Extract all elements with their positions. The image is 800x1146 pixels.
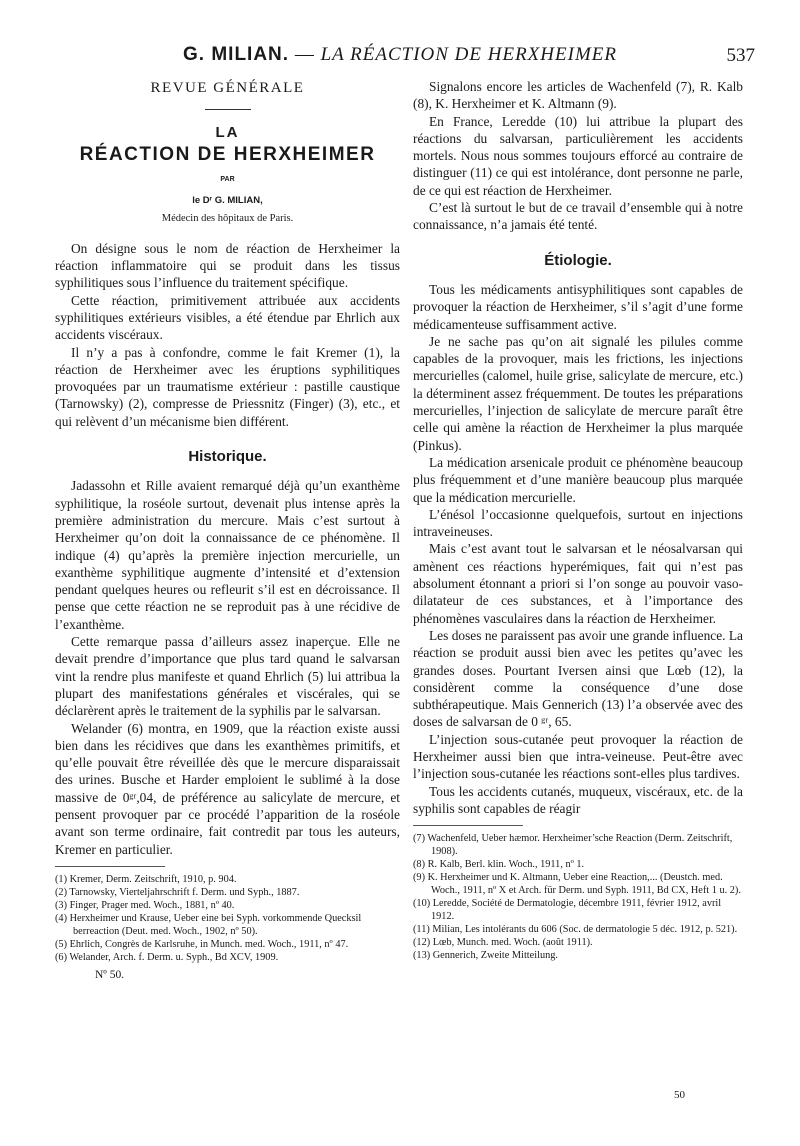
paragraph: La médication arsenicale produit ce phénomène beaucoup plus fréquemment et d’une manière beaucoup plus marquée que la médication mercurielle.: [413, 454, 743, 505]
footnote: (1) Kremer, Derm. Zeitschrift, 1910, p. 904.: [55, 873, 237, 885]
running-head: [150, 44, 650, 66]
paragraph: Cette réaction, primitivement attribuée aux accidents syphilitiques extérieurs visibles, a été étendue par Ehrlich aux accidents viscéraux.: [55, 292, 400, 343]
footnote-rule: [413, 825, 523, 826]
footnote: (2) Tarnowsky, Vierteljahrschrift f. Derm. und Syph., 1887.: [55, 886, 300, 898]
paragraph: Welander (6) montra, en 1909, que la réaction existe aussi bien dans les récidives que dans les exanthèmes primitifs, et qu’elle pouvait être réveillée dès que le mercure disparaissait des urines. Busche et Harder emploient le sublimé à la dose massive de 0ᵍʳ,04, de préférence au salicylate de mercure, et pensent provoquer par ce procédé l’apparition de la roséole avant son terme ordinaire, fait contredit par tous les auteurs, Kremer en particulier.: [55, 720, 400, 857]
byline-par: PAR: [220, 175, 235, 183]
left-column: [55, 78, 400, 984]
title-rule: [205, 109, 251, 110]
footnote: (5) Ehrlich, Congrès de Karlsruhe, in Munch. med. Woch., 1911, nº 47.: [55, 938, 349, 950]
footnote: (4) Herxheimer und Krause, Ueber eine bei Syph. vorkommende Quecksil berreaction (Deut. med. Woch., 1902, nº 50).: [55, 912, 362, 937]
paragraph: Mais c’est avant tout le salvarsan et le néosalvarsan qui amènent ces réactions hyperémiques, fait qui n’est pas absolument étonnant a priori si l’on songe au pouvoir vaso-dilatateur de ces substances, et à l’importance des phénomènes vasculaires dans la réaction de Herxheimer.: [413, 541, 743, 626]
issue-number: Nº 50.: [95, 968, 125, 981]
footnote: (13) Gennerich, Zweite Mitteilung.: [413, 950, 558, 962]
paragraph: Les doses ne paraissent pas avoir une grande influence. La réaction se produit aussi bien avec les petites qu’avec les grandes doses. Pourtant Iversen ainsi que Lœb (12), la considèrent comme la conséquence d’une dose subthérapeutique. Mais Gennerich (13) l’a observée avec des doses de salvarsan de 0 ᵍʳ, 65.: [413, 627, 743, 730]
running-head-author: G. MILIAN.: [183, 44, 290, 65]
signature-mark: 50: [674, 1089, 685, 1101]
footnote: (9) K. Herxheimer und K. Altmann, Ueber eine Reaction,... (Deustch. med. Woch., 1911, nº X et Arch. für Derm. und Syph. 1911, Bd CX, Heft 1 u. 2).: [413, 872, 741, 897]
footnote: (8) R. Kalb, Berl. klin. Woch., 1911, nº 1.: [413, 859, 585, 871]
footnote-rule: [55, 866, 165, 867]
running-head-title: LA RÉACTION DE HERXHEIMER: [320, 44, 617, 65]
paragraph: Tous les médicaments antisyphilitiques sont capables de provoquer la réaction de Herxheimer, s’il s’agit d’une forme médicamenteuse suffisamment active.: [413, 281, 743, 332]
right-column: [413, 78, 743, 962]
author-affiliation: Médecin des hôpitaux de Paris.: [161, 213, 294, 225]
footnote: (12) Lœb, Munch. med. Woch. (août 1911).: [413, 937, 593, 949]
paragraph: C’est là surtout le but de ce travail d’ensemble qui à notre connaissance, n’a jamais été tenté.: [413, 200, 743, 233]
paragraph: Signalons encore les articles de Wachenfeld (7), R. Kalb (8), K. Herxheimer et K. Altmann (9).: [413, 79, 743, 112]
section-heading-etiologie: Étiologie.: [544, 251, 612, 269]
paragraph: Cette remarque passa d’ailleurs assez inaperçue. Elle ne devait prendre d’importance que plus tard quand le salvarsan vint la rendre plus manifeste et quand Ehrlich (5) lui attribua la plupart des manifestations générales et viscérales, qui se déclarèrent après le traitement de la syphilis par le salvarsan.: [55, 634, 400, 719]
paragraph: Il n’y a pas à confondre, comme le fait Kremer (1), la réaction de Herxheimer avec les éruptions syphilitiques provoquées par un traumatisme extérieur : pastille caustique (Tarnowsky) (2), compresse de Priessnitz (Finger) (3), etc., et qui relèvent d’un mécanisme bien différent.: [55, 344, 400, 429]
paragraph: Jadassohn et Rille avaient remarqué déjà qu’un exanthème syphilitique, la roséole surtout, devenait plus intense après la première administration du mercure. Mais c’est surtout à Herxheimer qu’on doit la connaissance de ce phénomène. Il indique (4) qu’après la première injection mercurielle, un exanthème syphilitique augmente d’intensité et d’extension pendant quelques heures ou refleurit s’il est en décroissance. Il pense que cette réaction ne se reproduit pas à une récidive de l’exanthème.: [55, 478, 400, 632]
paragraph: L’énésol l’occasionne quelquefois, surtout en injections intraveineuses.: [413, 506, 743, 540]
article-author: le Dʳ G. MILIAN,: [192, 195, 263, 207]
article-title-line1: LA: [215, 124, 240, 142]
footnote: (11) Milian, Les intolérants du 606 (Soc. de dermatologie 5 déc. 1912, p. 521).: [413, 924, 738, 936]
running-head-separator: —: [294, 44, 315, 65]
section-heading-historique: Historique.: [188, 448, 267, 466]
section-label: REVUE GÉNÉRALE: [150, 80, 305, 96]
footnote: (10) Leredde, Société de Dermatologie, décembre 1911, février 1912, avril 1912.: [413, 898, 722, 923]
paragraph: Je ne sache pas qu’on ait signalé les pilules comme capables de la provoquer, mais les frictions, les injections mercurielles (calomel, huile grise, salicylate de mercure, etc.) la déterminent assez fréquemment. De toutes les préparations mercurielles, l’injection de salicylate de mercure paraît être celle qui amène la réaction de Herxheimer la plus marquée (Pinkus).: [413, 333, 743, 453]
paragraph: Tous les accidents cutanés, muqueux, viscéraux, etc. de la syphilis sont capables de réagir: [413, 783, 743, 816]
article-title: RÉACTION DE HERXHEIMER: [79, 143, 376, 165]
footnote: (7) Wachenfeld, Ueber hæmor. Herxheimer’sche Reaction (Derm. Zeitschrift, 1908).: [413, 833, 733, 858]
footnote: (6) Welander, Arch. f. Derm. u. Syph., Bd XCV, 1909.: [55, 951, 279, 963]
paragraph: En France, Leredde (10) lui attribue la plupart des réactions du salvarsan, particulièrement les accidents mortels. Nous nous sommes toujours efforcé au contraire de distinguer (11) ce qui est intolérance, dont personne ne parle, de ce qui est réaction de Herxheimer.: [413, 113, 743, 198]
page-number: 537: [726, 45, 755, 66]
paragraph: L’injection sous-cutanée peut provoquer la réaction de Herxheimer aussi bien que intra-veineuse. Peut-être avec l’injection sous-cutanée les réactions sont-elles plus tardives.: [413, 731, 743, 782]
paragraph: On désigne sous le nom de réaction de Herxheimer la réaction inflammatoire qui se produit dans les tissus syphilitiques sous l’influence du traitement spécifique.: [55, 240, 400, 291]
footnote: (3) Finger, Prager med. Woch., 1881, nº 40.: [55, 899, 235, 911]
